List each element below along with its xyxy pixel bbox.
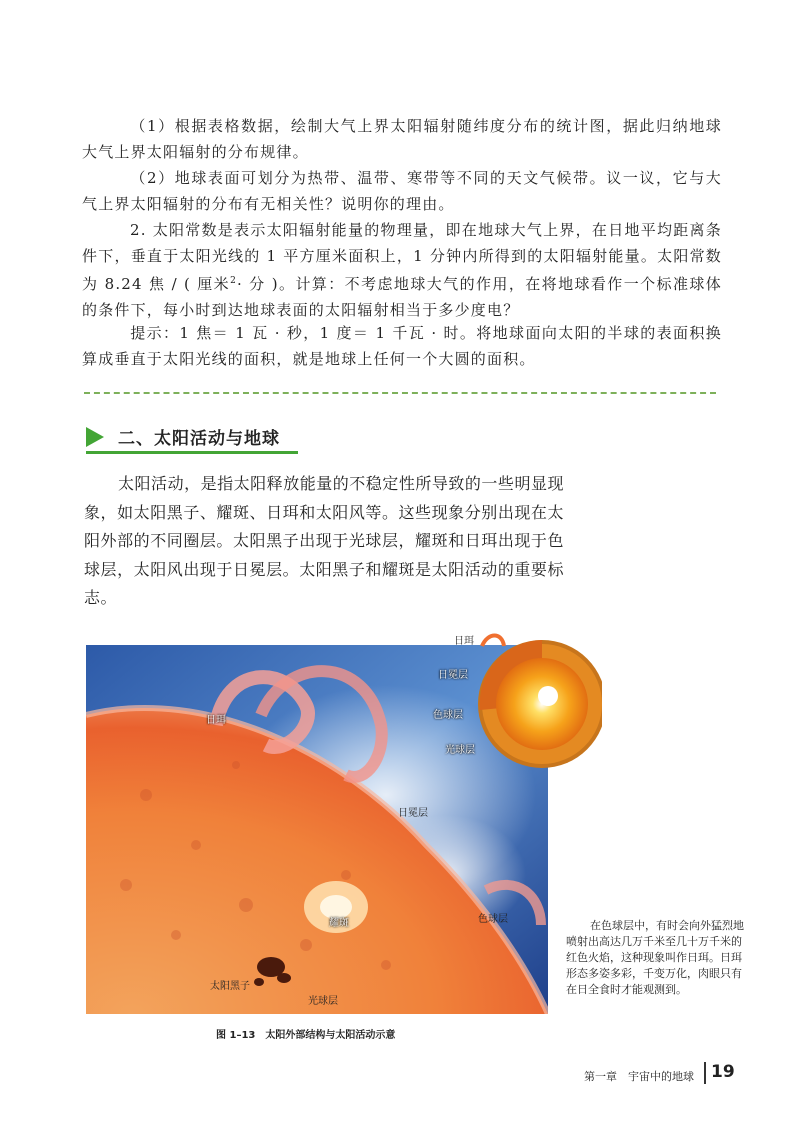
label-corona-image: 日冕层 bbox=[398, 808, 428, 819]
section-heading bbox=[86, 424, 301, 454]
figure-number: 图 1–13 bbox=[216, 1030, 256, 1041]
label-corona-right: 日冕层 bbox=[438, 670, 468, 681]
section-title: 二、太阳活动与地球 bbox=[118, 429, 280, 449]
footer-divider bbox=[704, 1062, 706, 1084]
section-underline bbox=[86, 451, 298, 454]
label-photosphere-right: 光球层 bbox=[445, 745, 475, 756]
sun-layers-illustration bbox=[470, 624, 602, 774]
figure-side-caption: 在色球层中，有时会向外猛烈地喷射出高达几万千米至几十万千米的红色火焰，这种现象叫作日珥。日珥形态多姿多彩，千变万化，肉眼只有在日全食时才能观测到。 bbox=[566, 919, 744, 996]
figure-caption bbox=[216, 1026, 405, 1041]
label-photosphere-image: 光球层 bbox=[308, 996, 338, 1007]
footer-chapter-title: 第一章 宇宙中的地球 bbox=[584, 1070, 694, 1083]
section-body: 太阳活动，是指太阳释放能量的不稳定性所导致的一些明显现象，如太阳黑子、耀斑、日珥和太阳风等。这些现象分别出现在太阳外部的不同圈层。太阳黑子出现于光球层，耀斑和日珥出现于色球层，太阳风出现于日冕层。太阳黑子和耀斑是太阳活动的重要标志。 bbox=[84, 474, 564, 607]
sun-cross-section-diagram bbox=[470, 624, 602, 774]
label-chromosphere-right: 色球层 bbox=[433, 710, 463, 721]
exercise-hint: 提示：1 焦＝ 1 瓦 · 秒，1 度＝ 1 千瓦 · 时。将地球面向太阳的半球的表面积换算成垂直于太阳光线的面积，就是地球上任何一个大圆的面积。 bbox=[82, 324, 722, 368]
section-divider bbox=[84, 392, 716, 394]
label-chromosphere-image: 色球层 bbox=[478, 914, 508, 925]
label-flare: 耀斑 bbox=[329, 918, 349, 929]
label-sunspot: 太阳黑子 bbox=[210, 981, 250, 992]
figure-title: 太阳外部结构与太阳活动示意 bbox=[265, 1030, 396, 1041]
triangle-bullet-icon bbox=[86, 427, 104, 447]
label-prominence-image: 日珥 bbox=[206, 715, 226, 726]
exercise-paragraph-3: 2. 太阳常数是表示太阳辐射能量的物理量，即在地球大气上界，在日地平均距离条件下，垂直于太阳光线的 1 平方厘米面积上，1 分钟内所得到的太阳辐射能量。太阳常数为 8.24 焦 / ( 厘米$^2$· 分 )。计算：不考虑地球大气的作用，在将地球看作一个标准球体的条件下，每小时到达地球表面的太阳辐射相当于多少度电？ bbox=[82, 221, 722, 319]
exercise-paragraph-1: （1）根据表格数据，绘制大气上界太阳辐射随纬度分布的统计图，据此归纳地球大气上界太阳辐射的分布规律。 bbox=[82, 117, 722, 161]
exercise-paragraph-2: （2）地球表面可划分为热带、温带、寒带等不同的天文气候带。议一议，它与大气上界太阳辐射的分布有无相关性？说明你的理由。 bbox=[82, 169, 722, 213]
label-prominence-top: 日珥 bbox=[454, 636, 474, 647]
page-number: 19 bbox=[711, 1062, 735, 1082]
